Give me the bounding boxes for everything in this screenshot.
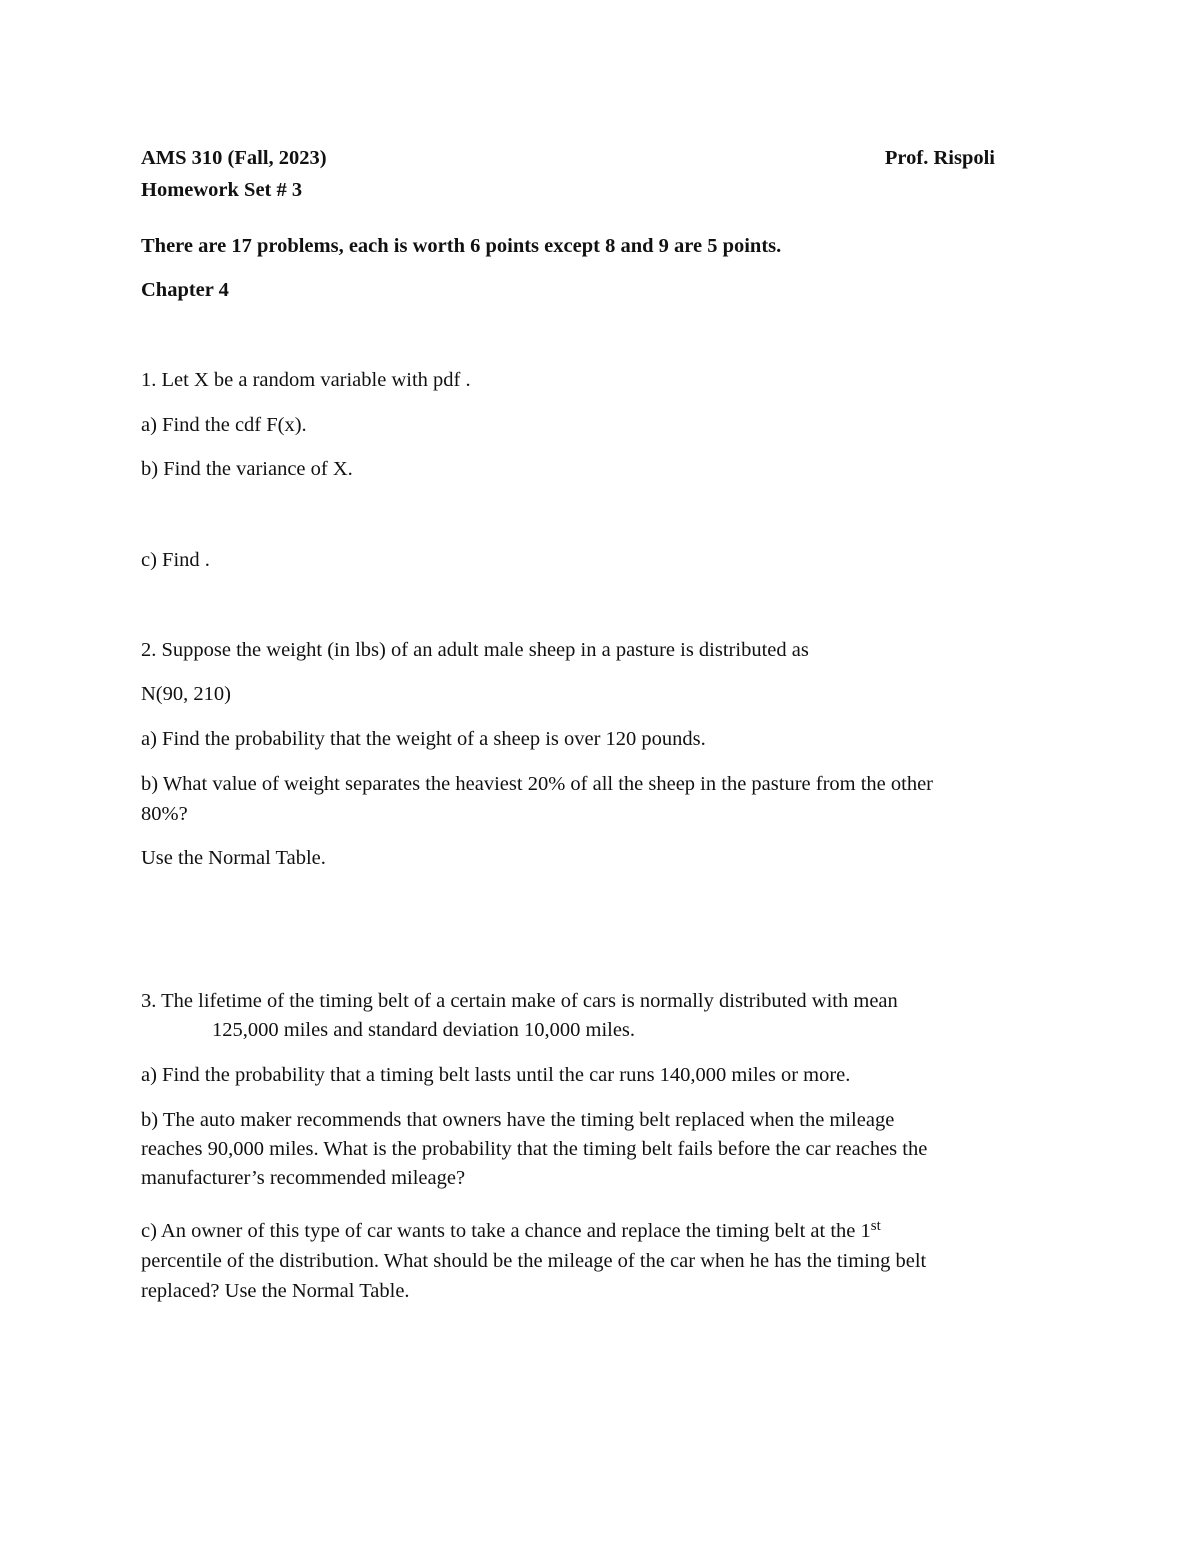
problem-2-distribution: N(90, 210) xyxy=(141,683,231,705)
problem-3c-text: c) An owner of this type of car wants to take a chance and replace the timing belt at the 1 xyxy=(141,1220,871,1242)
problem-2-stem: 2. Suppose the weight (in lbs) of an adult male sheep in a pasture is distributed as xyxy=(141,639,809,661)
problem-2b-line2: 80%? xyxy=(141,803,188,825)
problem-2-note: Use the Normal Table. xyxy=(141,847,326,869)
superscript-st: st xyxy=(870,1218,881,1234)
course-title: AMS 310 (Fall, 2023) xyxy=(141,147,327,169)
problem-3a: a) Find the probability that a timing belt lasts until the car runs 140,000 miles or more. xyxy=(141,1064,851,1086)
problem-1c: c) Find . xyxy=(141,549,210,571)
problem-1-stem: 1. Let X be a random variable with pdf . xyxy=(141,369,471,391)
homework-set-title: Homework Set # 3 xyxy=(141,179,303,201)
problem-3b-line2: reaches 90,000 miles. What is the probability that the timing belt fails before the car reaches the xyxy=(141,1138,928,1160)
problem-3c-line1 xyxy=(141,1217,881,1246)
chapter-heading: Chapter 4 xyxy=(141,279,229,301)
problem-3b-line1: b) The auto maker recommends that owners have the timing belt replaced when the mileage xyxy=(141,1109,895,1131)
intro-text: There are 17 problems, each is worth 6 points except 8 and 9 are 5 points. xyxy=(141,235,782,257)
professor-name: Prof. Rispoli xyxy=(884,147,995,169)
problem-2a: a) Find the probability that the weight of a sheep is over 120 pounds. xyxy=(141,728,706,750)
problem-3-stem-line1: 3. The lifetime of the timing belt of a certain make of cars is normally distributed with mean xyxy=(141,990,898,1012)
problem-3b-line3: manufacturer’s recommended mileage? xyxy=(141,1167,466,1189)
problem-1b: b) Find the variance of X. xyxy=(141,458,353,480)
problem-2b-line1: b) What value of weight separates the heaviest 20% of all the sheep in the pasture from the other xyxy=(141,773,934,795)
problem-3-stem-line2: 125,000 miles and standard deviation 10,000 miles. xyxy=(212,1019,636,1041)
problem-3c-line3: replaced? Use the Normal Table. xyxy=(141,1280,410,1302)
problem-3c-line2: percentile of the distribution. What should be the mileage of the car when he has the timing belt xyxy=(141,1250,927,1272)
problem-1a: a) Find the cdf F(x). xyxy=(141,414,307,436)
